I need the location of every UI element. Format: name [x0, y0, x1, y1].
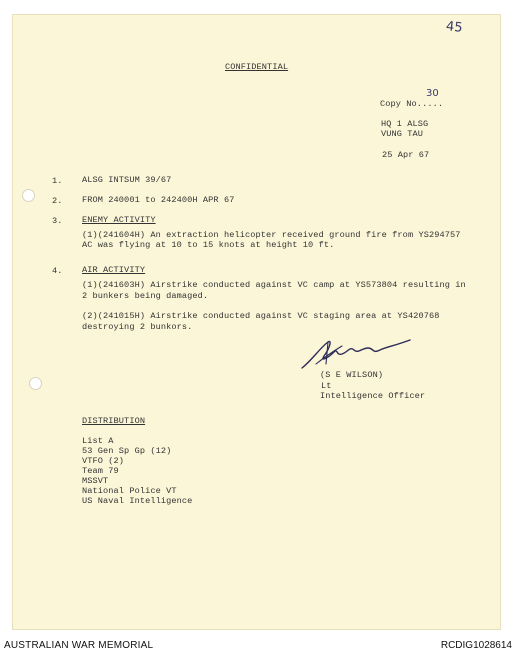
- handwritten-copy-number: 30: [426, 88, 439, 99]
- copy-no-label: Copy No.: [380, 99, 423, 109]
- signatory-title: Intelligence Officer: [320, 391, 426, 401]
- archive-footer: [0, 630, 518, 654]
- signatory-rank: Lt: [321, 381, 332, 391]
- distribution-item: MSSVT: [82, 476, 109, 486]
- item-number-2: 2.: [52, 196, 63, 206]
- airstrike-2-line-2: destroying 2 bunkors.: [82, 322, 193, 332]
- distribution-item: Team 79: [82, 466, 119, 476]
- item-number-3: 3.: [52, 216, 63, 226]
- classification-heading: CONFIDENTIAL: [225, 62, 289, 72]
- punch-hole-top: [22, 189, 35, 202]
- archive-reference: RCDIG1028614: [440, 640, 512, 651]
- intsum-reference: ALSG INTSUM 39/67: [82, 175, 172, 185]
- distribution-item: List A: [82, 436, 114, 446]
- enemy-activity-line-1: (1)(241604H) An extraction helicopter received ground fire from YS294757: [82, 230, 461, 240]
- air-activity-heading: AIR ACTIVITY: [82, 265, 146, 275]
- enemy-activity-line-2: AC was flying at 10 to 15 knots at height 10 ft.: [82, 240, 335, 250]
- unit-location: VUNG TAU: [381, 129, 424, 139]
- enemy-activity-heading: ENEMY ACTIVITY: [82, 215, 156, 225]
- handwritten-signature: [298, 334, 416, 374]
- unit-name: HQ 1 ALSG: [381, 119, 429, 129]
- archive-name: AUSTRALIAN WAR MEMORIAL: [4, 640, 154, 651]
- punch-hole-bottom: [29, 377, 42, 390]
- airstrike-2-line-1: (2)(241015H) Airstrike conducted against VC staging area at YS420768: [82, 311, 440, 321]
- airstrike-1-line-2: 2 bunkers being damaged.: [82, 291, 209, 301]
- signatory-name: (S E WILSON): [320, 370, 384, 380]
- copy-no: [380, 99, 443, 111]
- document-date: 25 Apr 67: [382, 150, 430, 160]
- distribution-item: 53 Gen Sp Gp (12): [82, 446, 172, 456]
- reporting-period: FROM 240001 to 242400H APR 67: [82, 195, 235, 205]
- distribution-item: VTFO (2): [82, 456, 125, 466]
- handwritten-page-number: 45: [445, 19, 464, 36]
- item-number-4: 4.: [52, 266, 63, 276]
- item-number-1: 1.: [52, 176, 63, 186]
- distribution-item: National Police VT: [82, 486, 177, 496]
- airstrike-1-line-1: (1)(241603H) Airstrike conducted against VC camp at YS573804 resulting in: [82, 280, 466, 290]
- copy-no-dots: ....: [422, 99, 444, 109]
- distribution-heading: DISTRIBUTION: [82, 416, 146, 426]
- distribution-item: US Naval Intelligence: [82, 496, 193, 506]
